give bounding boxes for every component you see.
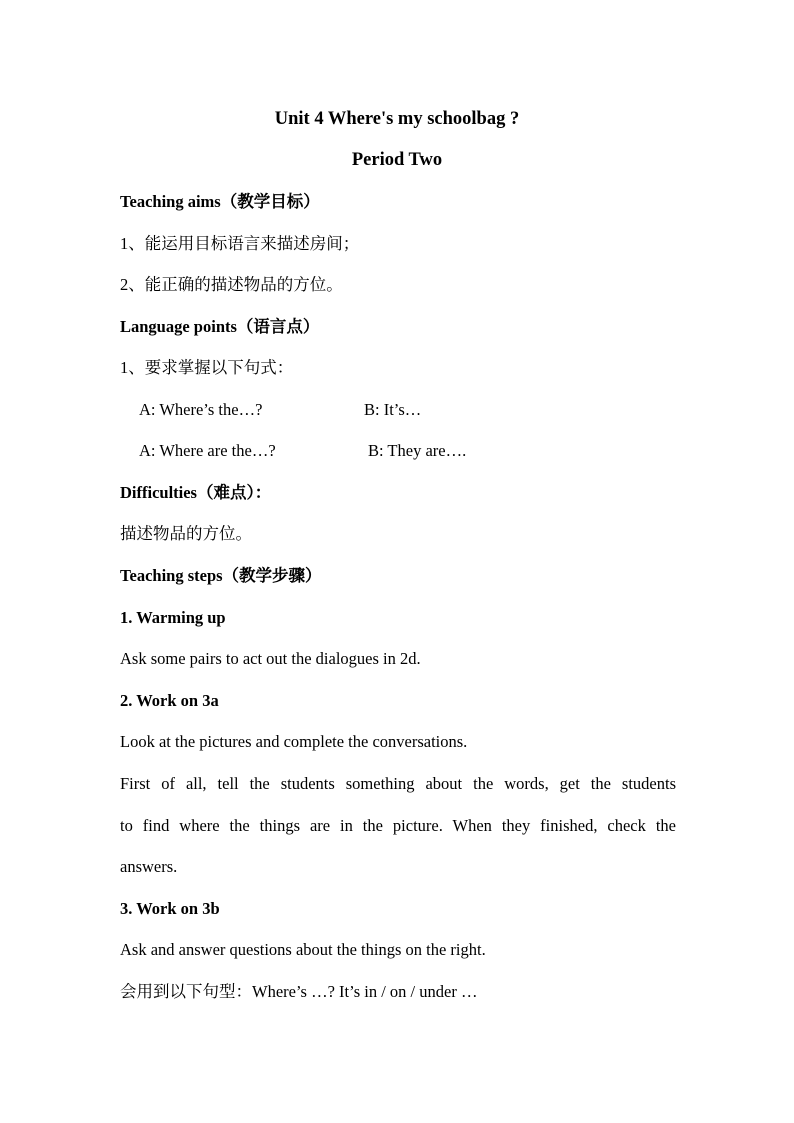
section-heading-steps: Teaching steps（教学步骤）	[120, 566, 322, 585]
step-2-heading: 2. Work on 3a	[120, 691, 219, 710]
step-2-paragraph-line-3: answers.	[120, 857, 178, 876]
pattern-1-question: A: Where’s the…?	[139, 400, 263, 419]
step-1-heading: 1. Warming up	[120, 608, 226, 627]
page-title: Unit 4 Where's my schoolbag ?	[274, 109, 520, 129]
step-2-paragraph-line-1: First of all, tell the students something about the words, get the students	[120, 774, 676, 793]
pattern-1-answer: B: It’s…	[364, 400, 422, 419]
pattern-2-question: A: Where are the…?	[139, 441, 276, 460]
step-3-text: Ask and answer questions about the things on the right.	[120, 940, 486, 959]
aim-item-1: 1、能运用目标语言来描述房间；	[120, 234, 360, 253]
step-3-heading: 3. Work on 3b	[120, 899, 220, 918]
pattern-2-answer: B: They are….	[368, 441, 467, 460]
difficulties-text: 描述物品的方位。	[120, 524, 252, 543]
page-subtitle: Period Two	[351, 150, 443, 170]
step-3-pattern: 会用到以下句型：Where’s …? It’s in / on / under …	[120, 982, 478, 1001]
section-heading-aims: Teaching aims（教学目标）	[120, 192, 320, 211]
step-1-text: Ask some pairs to act out the dialogues in 2d.	[120, 649, 421, 668]
section-heading-language: Language points（语言点）	[120, 317, 320, 336]
section-heading-difficulties: Difficulties（难点）：	[120, 483, 272, 502]
aim-item-2: 2、能正确的描述物品的方位。	[120, 275, 343, 294]
language-intro: 1、要求掌握以下句式：	[120, 358, 294, 377]
step-2-paragraph-line-2: to find where the things are in the picture. When they finished, check the	[120, 816, 676, 835]
step-2-text: Look at the pictures and complete the conversations.	[120, 732, 468, 751]
